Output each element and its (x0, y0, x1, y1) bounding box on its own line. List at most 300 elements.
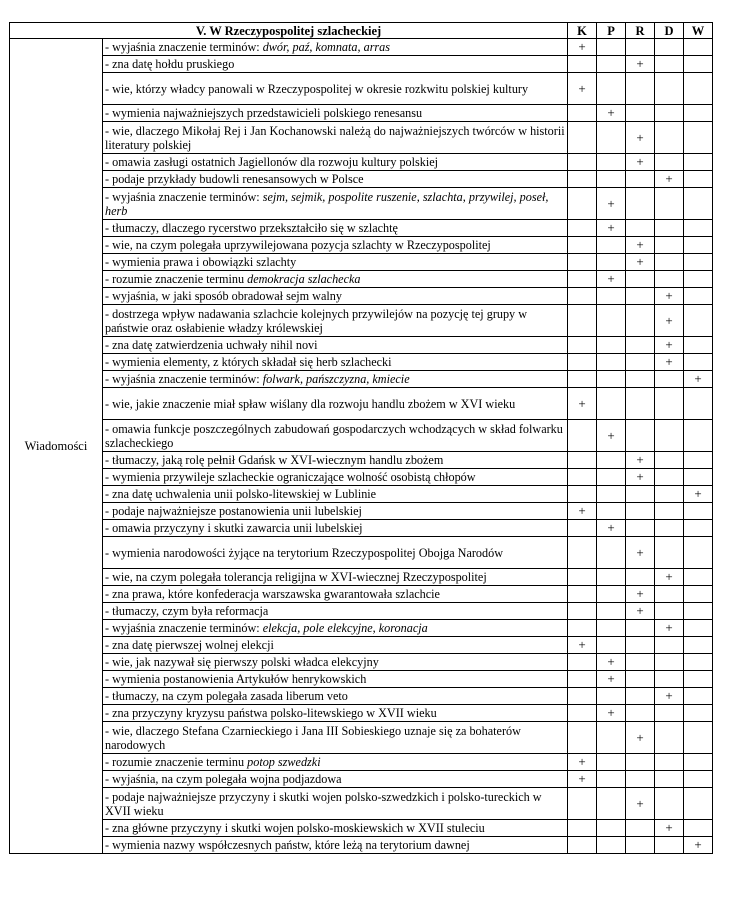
requirement-text: - wymienia najważniejszych przedstawicieli polskiego renesansu (105, 106, 423, 120)
level-cell-d (655, 171, 684, 188)
requirement-description (103, 688, 568, 705)
level-cell-d (655, 305, 684, 337)
table-row (10, 705, 713, 722)
level-cell-r (626, 705, 655, 722)
level-cell-d (655, 705, 684, 722)
level-cell-k (568, 73, 597, 105)
requirement-description (103, 371, 568, 388)
level-cell-p (597, 637, 626, 654)
table-row (10, 537, 713, 569)
table-row (10, 837, 713, 854)
level-cell-k (568, 371, 597, 388)
plus-mark: + (578, 39, 586, 54)
level-cell-d (655, 254, 684, 271)
requirement-description (103, 771, 568, 788)
level-cell-r (626, 452, 655, 469)
requirement-text: - wymienia narodowości żyjące na terytorium Rzeczypospolitej Obojga Narodów (105, 545, 503, 560)
level-cell-w (684, 105, 713, 122)
requirement-text: - wyjaśnia znaczenie terminów: (105, 189, 263, 204)
requirement-text: - wie, jakie znaczenie miał spław wiślany dla rozwoju handlu zbożem w XVI wieku (105, 396, 516, 411)
level-cell-k (568, 254, 597, 271)
requirement-text: - rozumie znaczenie terminu (105, 272, 248, 286)
requirement-description (103, 537, 568, 569)
level-cell-p (597, 452, 626, 469)
level-cell-w (684, 537, 713, 569)
level-cell-r (626, 237, 655, 254)
plus-mark: + (636, 544, 644, 560)
level-cell-w (684, 56, 713, 73)
table-row (10, 620, 713, 637)
level-cell-d (655, 603, 684, 620)
level-cell-k (568, 452, 597, 469)
level-cell-w (684, 305, 713, 337)
level-cell-d (655, 220, 684, 237)
level-cell-k (568, 654, 597, 671)
level-cell-k (568, 105, 597, 122)
level-cell-d (655, 288, 684, 305)
level-cell-p (597, 305, 626, 337)
requirement-description (103, 520, 568, 537)
level-cell-p (597, 569, 626, 586)
table-row (10, 722, 713, 754)
level-cell-p (597, 154, 626, 171)
table-row (10, 754, 713, 771)
requirement-text: - wymienia elementy, z których składał się herb szlachecki (105, 355, 392, 369)
level-cell-k (568, 122, 597, 154)
level-cell-r (626, 771, 655, 788)
level-cell-p (597, 73, 626, 105)
level-cell-p (597, 122, 626, 154)
table-row (10, 388, 713, 420)
level-cell-r (626, 520, 655, 537)
requirement-text: - wyjaśnia, w jaki sposób obradował sejm walny (105, 289, 342, 303)
level-cell-r (626, 469, 655, 486)
requirement-text: - podaje najważniejsze przyczyny i skutki wojen polsko-szwedzkich i polsko-tureckich w XVII wieku (105, 789, 542, 818)
plus-mark: + (636, 469, 644, 484)
requirement-text: - wymienia postanowienia Artykułów henrykowskich (105, 672, 367, 686)
table-row (10, 154, 713, 171)
level-cell-r (626, 56, 655, 73)
table-row (10, 603, 713, 620)
level-cell-p (597, 337, 626, 354)
level-cell-d (655, 469, 684, 486)
plus-mark: + (607, 671, 615, 686)
level-cell-w (684, 671, 713, 688)
level-cell-w (684, 520, 713, 537)
table-row (10, 122, 713, 154)
requirement-text: - podaje najważniejsze postanowienia unii lubelskiej (105, 504, 362, 518)
level-cell-r (626, 754, 655, 771)
level-cell-w (684, 371, 713, 388)
requirement-description (103, 305, 568, 337)
level-cell-k (568, 820, 597, 837)
level-cell-p (597, 754, 626, 771)
level-cell-w (684, 188, 713, 220)
level-cell-w (684, 220, 713, 237)
requirement-description (103, 754, 568, 771)
level-cell-d (655, 388, 684, 420)
level-cell-k (568, 39, 597, 56)
requirement-description (103, 254, 568, 271)
level-cell-d (655, 237, 684, 254)
level-header-w: W (684, 23, 713, 39)
plus-mark: + (607, 105, 615, 120)
requirement-term: sejm, sejmik, pospolite ruszenie, szlachta, przywilej, poseł, herb (105, 189, 549, 218)
level-cell-k (568, 771, 597, 788)
level-cell-k (568, 520, 597, 537)
level-cell-d (655, 620, 684, 637)
table-row (10, 188, 713, 220)
table-row (10, 254, 713, 271)
level-cell-k (568, 705, 597, 722)
requirement-text: - zna datę uchwalenia unii polsko-litewskiej w Lublinie (105, 487, 377, 501)
requirement-text: - wie, jak nazywał się pierwszy polski władca elekcyjny (105, 655, 379, 669)
level-cell-r (626, 354, 655, 371)
table-row (10, 420, 713, 452)
level-cell-r (626, 503, 655, 520)
table-row (10, 56, 713, 73)
level-cell-r (626, 537, 655, 569)
level-cell-r (626, 586, 655, 603)
requirement-description (103, 788, 568, 820)
plus-mark: + (578, 754, 586, 769)
level-cell-d (655, 586, 684, 603)
level-cell-d (655, 637, 684, 654)
requirement-description (103, 56, 568, 73)
level-cell-r (626, 671, 655, 688)
requirement-text: - dostrzega wpływ nadawania szlachcie kolejnych przywilejów na pozycję tej grupy w państwie oraz osłabienie władzy królewskiej (105, 306, 528, 335)
plus-mark: + (665, 354, 673, 369)
level-cell-d (655, 39, 684, 56)
requirement-text: - tłumaczy, jaką rolę pełnił Gdańsk w XVI-wiecznym handlu zbożem (105, 453, 444, 467)
level-cell-r (626, 122, 655, 154)
level-cell-k (568, 620, 597, 637)
level-cell-r (626, 388, 655, 420)
requirement-description (103, 354, 568, 371)
requirement-description (103, 671, 568, 688)
level-cell-p (597, 722, 626, 754)
level-cell-k (568, 56, 597, 73)
level-cell-k (568, 305, 597, 337)
level-cell-k (568, 722, 597, 754)
level-cell-r (626, 420, 655, 452)
requirement-description (103, 105, 568, 122)
requirement-description (103, 586, 568, 603)
level-cell-r (626, 73, 655, 105)
requirement-text: - omawia funkcje poszczególnych zabudowań gospodarczych wchodzących w skład folwarku szlacheckiego (105, 421, 563, 450)
level-cell-r (626, 154, 655, 171)
table-row (10, 171, 713, 188)
level-cell-p (597, 788, 626, 820)
level-cell-k (568, 337, 597, 354)
requirements-table (9, 22, 713, 854)
plus-mark: + (665, 569, 673, 584)
level-cell-r (626, 620, 655, 637)
level-cell-p (597, 188, 626, 220)
level-cell-k (568, 171, 597, 188)
level-cell-w (684, 420, 713, 452)
requirement-description (103, 503, 568, 520)
level-cell-w (684, 288, 713, 305)
level-cell-w (684, 637, 713, 654)
requirement-description (103, 637, 568, 654)
plus-mark: + (607, 195, 615, 211)
level-cell-w (684, 122, 713, 154)
requirement-text: - podaje przykłady budowli renesansowych w Polsce (105, 172, 364, 186)
table-row (10, 520, 713, 537)
requirement-text: - omawia zasługi ostatnich Jagiellonów dla rozwoju kultury polskiej (105, 155, 439, 169)
level-cell-p (597, 39, 626, 56)
level-cell-w (684, 688, 713, 705)
requirement-term: demokracja szlachecka (247, 272, 361, 286)
level-cell-w (684, 73, 713, 105)
plus-mark: + (636, 452, 644, 467)
requirement-text: - wymienia przywileje szlacheckie ograniczające wolność osobistą chłopów (105, 470, 476, 484)
level-cell-p (597, 671, 626, 688)
level-cell-w (684, 337, 713, 354)
level-cell-k (568, 188, 597, 220)
level-cell-r (626, 305, 655, 337)
requirement-term: elekcja, pole elekcyjne, koronacja (262, 621, 428, 635)
plus-mark: + (636, 56, 644, 71)
level-cell-d (655, 371, 684, 388)
plus-mark: + (665, 620, 673, 635)
level-cell-d (655, 452, 684, 469)
table-row (10, 469, 713, 486)
level-cell-r (626, 288, 655, 305)
requirement-text: - wie, dlaczego Mikołaj Rej i Jan Kochanowski należą do najważniejszych twórców w historii literatury polskiej (105, 123, 565, 152)
level-cell-d (655, 56, 684, 73)
table-row (10, 637, 713, 654)
level-cell-r (626, 837, 655, 854)
level-cell-p (597, 354, 626, 371)
level-cell-d (655, 569, 684, 586)
level-cell-d (655, 122, 684, 154)
level-cell-k (568, 237, 597, 254)
level-cell-w (684, 837, 713, 854)
level-cell-w (684, 820, 713, 837)
requirement-description (103, 188, 568, 220)
requirement-text: - zna datę hołdu pruskiego (105, 57, 235, 71)
plus-mark: + (665, 688, 673, 703)
level-cell-w (684, 771, 713, 788)
requirement-description (103, 452, 568, 469)
plus-mark: + (578, 771, 586, 786)
level-cell-p (597, 388, 626, 420)
table-row (10, 337, 713, 354)
level-cell-w (684, 237, 713, 254)
requirement-description (103, 654, 568, 671)
level-cell-k (568, 569, 597, 586)
plus-mark: + (578, 637, 586, 652)
requirement-description (103, 820, 568, 837)
requirement-description (103, 388, 568, 420)
table-row (10, 105, 713, 122)
requirement-text: - wyjaśnia znaczenie terminów: (105, 372, 263, 386)
level-cell-d (655, 271, 684, 288)
level-cell-d (655, 354, 684, 371)
level-cell-p (597, 220, 626, 237)
requirement-description (103, 705, 568, 722)
level-cell-k (568, 220, 597, 237)
requirement-description (103, 154, 568, 171)
table-row (10, 688, 713, 705)
level-cell-w (684, 569, 713, 586)
requirement-text: - zna główne przyczyny i skutki wojen polsko-moskiewskich w XVII stuleciu (105, 821, 485, 835)
level-cell-k (568, 837, 597, 854)
requirement-text: - zna prawa, które konfederacja warszawska gwarantowała szlachcie (105, 587, 440, 601)
table-row (10, 771, 713, 788)
level-cell-k (568, 354, 597, 371)
plus-mark: + (665, 312, 673, 328)
plus-mark: + (607, 271, 615, 286)
requirement-description (103, 171, 568, 188)
level-cell-r (626, 722, 655, 754)
requirement-text: - tłumaczy, na czym polegała zasada liberum veto (105, 689, 348, 703)
requirement-term: folwark, pańszczyzna, kmiecie (262, 372, 410, 386)
level-cell-w (684, 388, 713, 420)
level-cell-d (655, 688, 684, 705)
plus-mark: + (636, 795, 644, 811)
plus-mark: + (607, 705, 615, 720)
table-row (10, 371, 713, 388)
level-cell-w (684, 39, 713, 56)
level-cell-d (655, 820, 684, 837)
level-cell-r (626, 688, 655, 705)
level-cell-d (655, 503, 684, 520)
level-cell-k (568, 637, 597, 654)
plus-mark: + (636, 254, 644, 269)
level-header-d: D (655, 23, 684, 39)
requirement-text: - tłumaczy, czym była reformacja (105, 604, 269, 618)
plus-mark: + (636, 603, 644, 618)
level-cell-r (626, 105, 655, 122)
level-cell-r (626, 486, 655, 503)
requirement-text: - wie, dlaczego Stefana Czarnieckiego i Jana III Sobieskiego uznaje się za bohaterów narodowych (105, 723, 521, 752)
level-cell-d (655, 337, 684, 354)
plus-mark: + (636, 154, 644, 169)
level-cell-r (626, 254, 655, 271)
plus-mark: + (607, 654, 615, 669)
level-cell-r (626, 220, 655, 237)
level-cell-p (597, 820, 626, 837)
level-cell-d (655, 154, 684, 171)
requirement-description (103, 337, 568, 354)
level-cell-k (568, 469, 597, 486)
table-row (10, 73, 713, 105)
table-row (10, 39, 713, 56)
level-cell-k (568, 586, 597, 603)
level-cell-w (684, 705, 713, 722)
level-cell-w (684, 603, 713, 620)
plus-mark: + (578, 395, 586, 411)
table-row (10, 820, 713, 837)
table-row (10, 220, 713, 237)
plus-mark: + (607, 220, 615, 235)
plus-mark: + (694, 486, 702, 501)
level-cell-p (597, 420, 626, 452)
requirement-description (103, 39, 568, 56)
plus-mark: + (578, 80, 586, 96)
requirement-text: - wie, którzy władcy panowali w Rzeczypospolitej w okresie rozkwitu polskiej kultury (105, 81, 529, 96)
requirement-description (103, 288, 568, 305)
requirement-description (103, 73, 568, 105)
category-cell: Wiadomości (10, 39, 103, 854)
level-cell-d (655, 188, 684, 220)
plus-mark: + (665, 288, 673, 303)
level-cell-r (626, 188, 655, 220)
level-cell-p (597, 237, 626, 254)
plus-mark: + (636, 586, 644, 601)
table-row (10, 354, 713, 371)
plus-mark: + (636, 729, 644, 745)
requirement-text: - wymienia prawa i obowiązki szlachty (105, 255, 297, 269)
requirement-text: - omawia przyczyny i skutki zawarcia unii lubelskiej (105, 521, 363, 535)
table-row (10, 305, 713, 337)
level-cell-r (626, 637, 655, 654)
requirement-description (103, 620, 568, 637)
level-cell-d (655, 771, 684, 788)
table-row (10, 503, 713, 520)
level-cell-w (684, 754, 713, 771)
level-cell-d (655, 73, 684, 105)
requirement-text: - zna datę zatwierdzenia uchwały nihil novi (105, 338, 318, 352)
level-cell-r (626, 569, 655, 586)
level-cell-k (568, 537, 597, 569)
requirement-description (103, 837, 568, 854)
level-cell-p (597, 371, 626, 388)
level-cell-p (597, 520, 626, 537)
level-cell-p (597, 705, 626, 722)
level-cell-r (626, 603, 655, 620)
level-cell-r (626, 788, 655, 820)
requirement-description (103, 569, 568, 586)
level-cell-p (597, 620, 626, 637)
requirement-term: dwór, paź, komnata, arras (262, 40, 391, 54)
table-row (10, 486, 713, 503)
level-cell-d (655, 754, 684, 771)
level-cell-k (568, 486, 597, 503)
section-title: V. W Rzeczypospolitej szlacheckiej (10, 23, 568, 39)
level-cell-p (597, 105, 626, 122)
level-header-k: K (568, 23, 597, 39)
plus-mark: + (694, 371, 702, 386)
level-cell-k (568, 271, 597, 288)
level-header-r: R (626, 23, 655, 39)
level-cell-w (684, 469, 713, 486)
level-cell-w (684, 254, 713, 271)
plus-mark: + (607, 427, 615, 443)
header-row (10, 23, 713, 39)
requirement-text: - wyjaśnia znaczenie terminów: (105, 40, 263, 54)
level-cell-p (597, 688, 626, 705)
level-cell-d (655, 420, 684, 452)
level-cell-r (626, 171, 655, 188)
requirement-text: - wymienia nazwy współczesnych państw, które leżą na terytorium dawnej (105, 838, 470, 852)
level-cell-d (655, 722, 684, 754)
level-cell-p (597, 503, 626, 520)
table-row (10, 586, 713, 603)
plus-mark: + (665, 337, 673, 352)
requirement-text: - wie, na czym polegała tolerancja religijna w XVI-wiecznej Rzeczypospolitej (105, 570, 487, 584)
requirement-description (103, 237, 568, 254)
level-cell-w (684, 452, 713, 469)
plus-mark: + (694, 837, 702, 852)
level-cell-k (568, 388, 597, 420)
requirement-text: - tłumaczy, dlaczego rycerstwo przekształciło się w szlachtę (105, 221, 398, 235)
level-cell-d (655, 837, 684, 854)
level-cell-p (597, 654, 626, 671)
